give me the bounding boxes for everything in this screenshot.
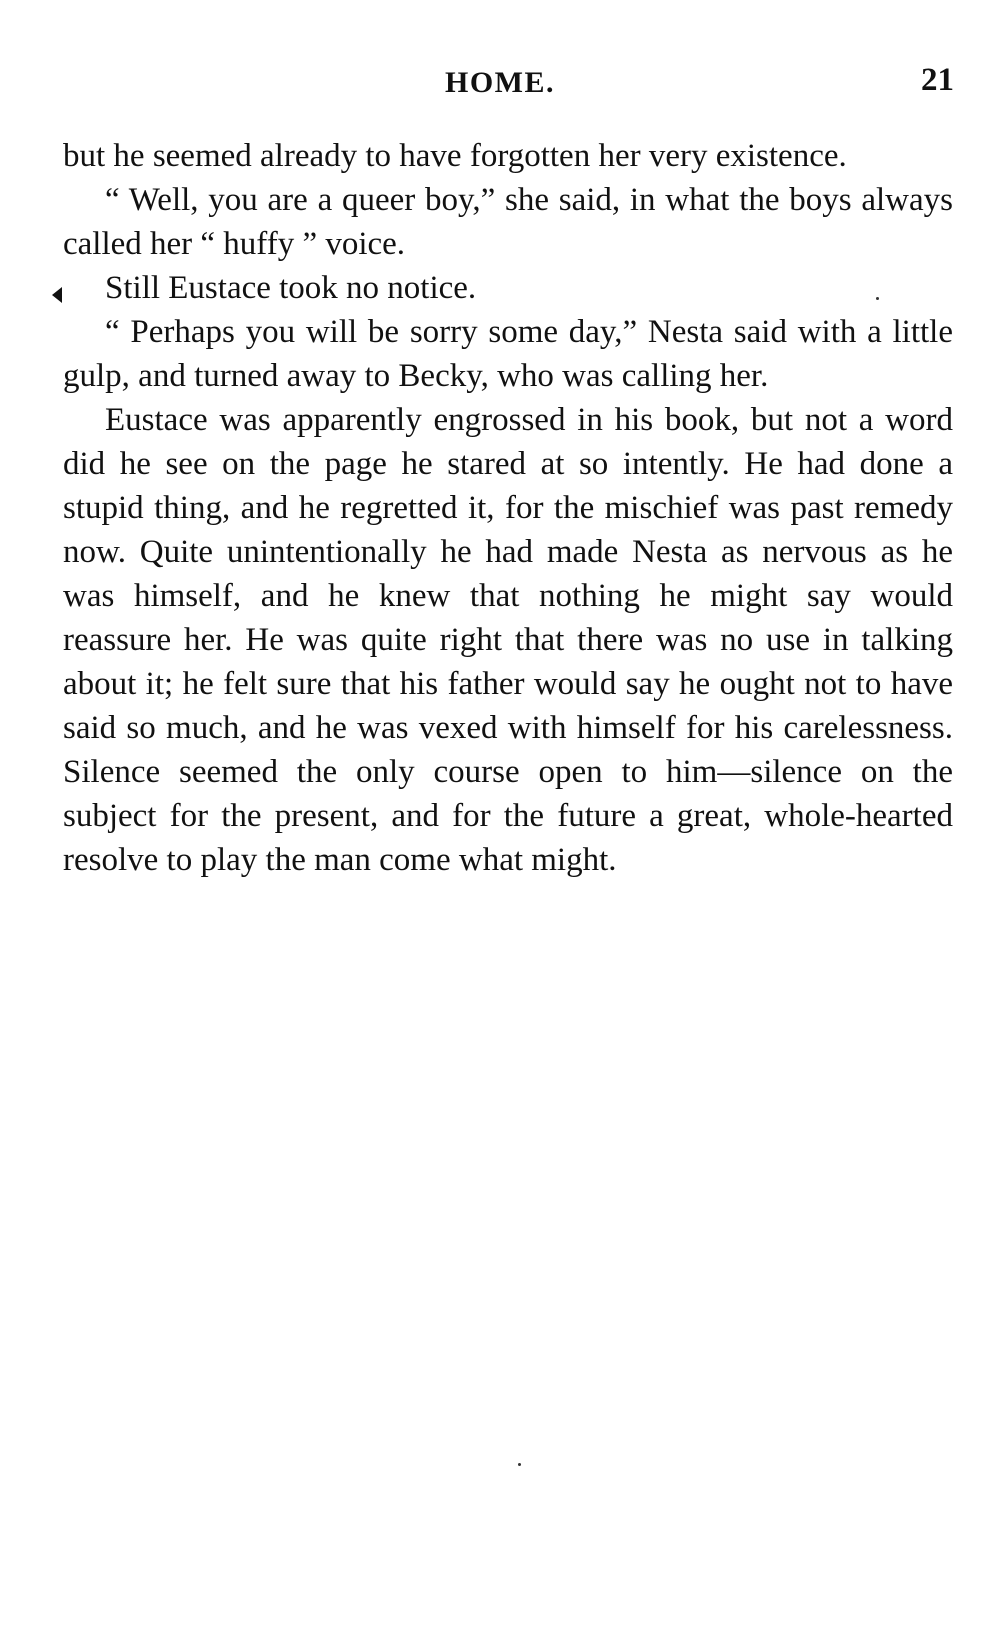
running-title: HOME.	[445, 66, 555, 99]
paragraph-continuation: but he seemed already to have forgotten her very existence.	[63, 138, 847, 174]
margin-mark-icon	[52, 287, 62, 303]
body-text	[63, 134, 953, 882]
page-number: 21	[921, 62, 954, 98]
paragraph-eustace-engrossed: Eustace was apparently engrossed in his book, but not a word did he see on the page he stared at so intently. He had done a stupid thing, and he regretted it, for the mischief was past remedy now. Quite unintentionally he had made Nesta as nervous as he was himself, and he knew that nothing he might say would reassure her. He was quite right that there was no use in talking about it; he felt sure that his father would say he ought not to have said so much, and he was vexed with himself for his carelessness. Silence seemed the only course open to him—silence on the subject for the present, and for the future a great, whole-hearted resolve to play the man come what might.	[63, 402, 953, 878]
paragraph-no-notice: Still Eustace took no notice.	[105, 270, 477, 306]
running-head	[0, 58, 1000, 108]
ink-speck	[518, 1463, 521, 1466]
paragraph-sorry-some-day: “ Perhaps you will be sorry some day,” Nesta said with a little gulp, and turned away to Becky, who was calling her.	[63, 314, 953, 394]
paragraph-nesta-queer-boy: “ Well, you are a queer boy,” she said, in what the boys always called her “ huffy ” voice.	[63, 182, 953, 262]
